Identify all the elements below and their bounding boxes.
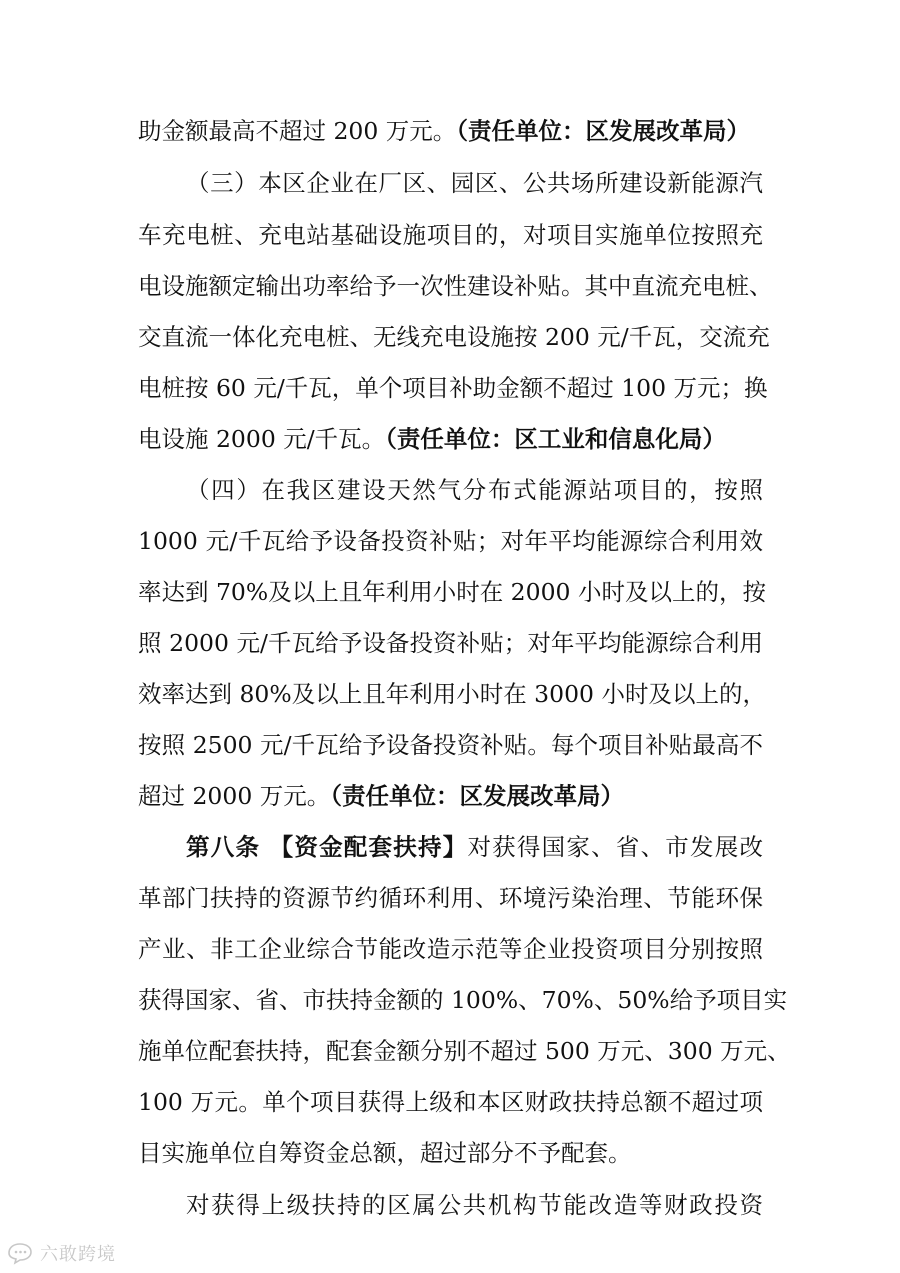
line-text: 助金额最高不超过 200 万元。: [138, 117, 457, 145]
text-line: [186, 163, 763, 203]
line-text: 车充电桩、充电站基础设施项目的，对项目实施单位按照充: [138, 221, 763, 249]
line-text: 效率达到 80%及以上且年利用小时在 3000 小时及以上的，: [138, 680, 766, 708]
text-line: [138, 725, 763, 765]
line-text: 交直流一体化充电桩、无线充电设施按 200 元/千瓦，交流充: [138, 323, 770, 351]
line-text: 对获得上级扶持的区属公共机构节能改造等财政投资: [186, 1191, 763, 1219]
text-line: [138, 1133, 763, 1173]
article-heading: 第八条 【资金配套扶持】: [186, 833, 468, 861]
text-line: [138, 1031, 791, 1071]
text-line: [138, 980, 788, 1020]
text-line: [138, 111, 763, 151]
line-text: 产业、非工企业综合节能改造示范等企业投资项目分别按照: [138, 935, 763, 963]
text-line: [186, 1185, 763, 1225]
text-line: [138, 623, 763, 663]
responsible-unit: （责任单位：区发展改革局）: [456, 117, 751, 145]
responsible-unit: （责任单位：区发展改革局）: [330, 782, 624, 810]
line-text: 电设施额定输出功率给予一次性建设补贴。其中直流充电桩、: [138, 272, 773, 300]
watermark: [6, 1238, 116, 1268]
line-text: 1000 元/千瓦给予设备投资补贴；对年平均能源综合利用效: [138, 527, 763, 555]
line-text: 率达到 70%及以上且年利用小时在 2000 小时及以上的，按: [138, 578, 766, 606]
text-line: [138, 215, 763, 255]
text-line: [138, 266, 773, 306]
text-line: [138, 419, 763, 459]
line-text: （四）在我区建设天然气分布式能源站项目的，按照: [186, 476, 763, 504]
responsible-unit: （责任单位：区工业和信息化局）: [385, 425, 726, 453]
text-line: [138, 572, 766, 612]
text-line: [186, 470, 763, 510]
line-text: 电桩按 60 元/千瓦，单个项目补助金额不超过 100 万元；换: [138, 374, 768, 402]
text-line: [138, 368, 768, 408]
text-line: [138, 1082, 763, 1122]
line-text: 对获得国家、省、市发展改: [467, 833, 763, 861]
text-line: [138, 776, 763, 816]
line-text: 照 2000 元/千瓦给予设备投资补贴；对年平均能源综合利用: [138, 629, 763, 657]
chat-bubble-logo-icon: [6, 1241, 36, 1265]
line-text: 按照 2500 元/千瓦给予设备投资补贴。每个项目补贴最高不: [138, 731, 763, 759]
text-line: [138, 674, 766, 714]
line-text: 目实施单位自筹资金总额，超过部分不予配套。: [138, 1139, 632, 1167]
text-line: [138, 521, 763, 561]
watermark-text: 六敢跨境: [40, 1244, 116, 1265]
line-text: 获得国家、省、市扶持金额的 100%、70%、50%给予项目实: [138, 986, 788, 1014]
text-line: [138, 317, 770, 357]
line-text: 100 万元。单个项目获得上级和本区财政扶持总额不超过项: [138, 1088, 763, 1116]
text-line: [138, 929, 763, 969]
text-line: [138, 878, 763, 918]
line-text: 电设施 2000 元/千瓦。: [138, 425, 386, 453]
text-line: [186, 827, 763, 867]
line-text: 超过 2000 万元。: [138, 782, 331, 810]
line-text: 施单位配套扶持，配套金额分别不超过 500 万元、300 万元、: [138, 1037, 791, 1065]
line-text: （三）本区企业在厂区、园区、公共场所建设新能源汽: [186, 169, 763, 197]
line-text: 革部门扶持的资源节约循环利用、环境污染治理、节能环保: [138, 884, 763, 912]
